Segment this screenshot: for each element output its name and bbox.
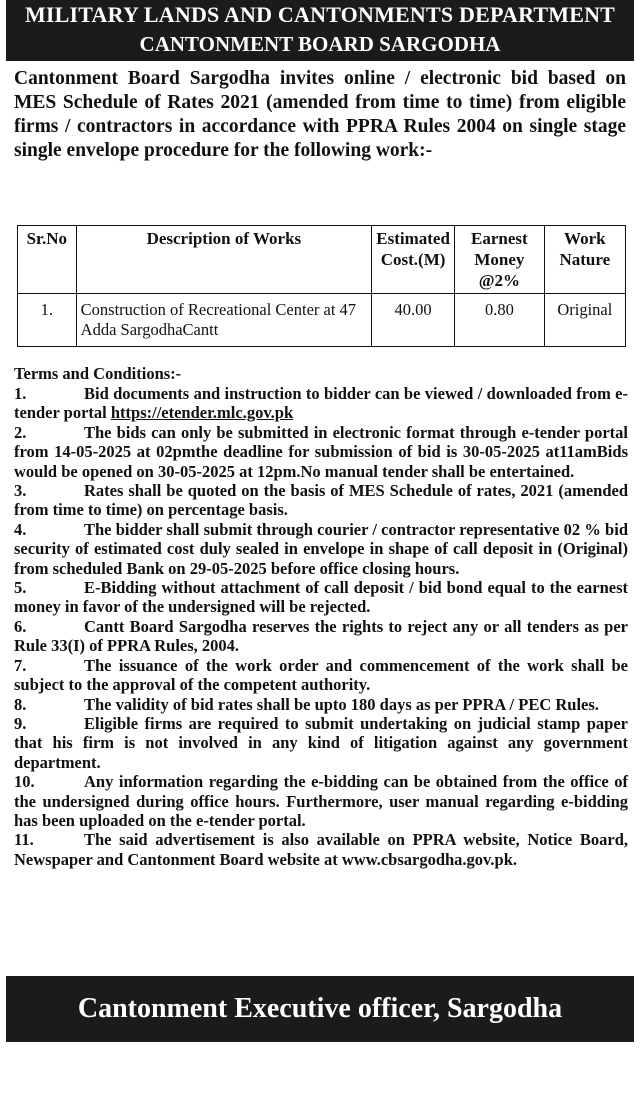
table-header-row <box>18 226 626 294</box>
list-item <box>14 772 628 830</box>
list-item <box>14 384 628 423</box>
term-number: 4. <box>14 519 27 539</box>
term-text: Bid documents and instruction to bidder can be viewed / downloaded from e-tender portal <box>14 384 628 423</box>
term-number: 5. <box>14 578 27 598</box>
term-text: Eligible firms are required to submit undertaking on judicial stamp paper that his firm is not involved in any kind of litigation against any government department. <box>14 713 628 772</box>
header-work-nature: Work Nature <box>544 226 625 294</box>
list-item <box>14 481 628 520</box>
term-text: Cantt Board Sargodha reserves the rights to reject any or all tenders as per Rule 33(I) of PPRA Rules, 2004. <box>14 616 628 656</box>
works-table <box>17 225 626 347</box>
term-text: The issuance of the work order and commencement of the work shall be subject to the approval of the competent authority. <box>14 655 628 695</box>
term-number: 6. <box>14 616 27 636</box>
header-sr: Sr.No <box>18 226 77 294</box>
intro-paragraph: Cantonment Board Sargodha invites online / electronic bid based on MES Schedule of Rates 2021 (amended from time to time) from eligible firms / contractors in accordance with PPRA Rules 2004 on single stage single envelope procedure for the following work:- <box>14 68 626 161</box>
table-row <box>18 294 626 347</box>
term-text: The said advertisement is also available on PPRA website, Notice Board, Newspaper and Cantonment Board website at www.cbsargodha.gov.pk. <box>14 830 628 869</box>
list-item <box>14 520 628 578</box>
list-item <box>14 695 628 714</box>
board-title: CANTONMENT BOARD SARGODHA <box>139 32 501 56</box>
header-banner <box>6 0 634 61</box>
term-text: E-Bidding without attachment of call deposit / bid bond equal to the earnest money in favor of the undersigned will be rejected. <box>14 578 628 617</box>
term-text: Any information regarding the e-bidding can be obtained from the office of the undersigned during office hours. Furthermore, user manual regarding e-bidding has been uploaded on the e-tender portal. <box>14 772 628 830</box>
term-text: The validity of bid rates shall be upto 180 days as per PPRA / PEC Rules. <box>84 694 599 714</box>
terms-heading: Terms and Conditions:- <box>14 364 182 383</box>
list-item <box>14 714 628 772</box>
footer-banner: Cantonment Executive officer, Sargodha Cantonment <box>6 976 634 1042</box>
terms-list <box>14 384 628 869</box>
cell-description: Construction of Recreational Center at 47 Adda SargodhaCantt <box>76 294 371 347</box>
term-number: 1. <box>14 384 27 403</box>
list-item <box>14 578 628 617</box>
list-item <box>14 830 628 869</box>
term-number: 9. <box>14 713 27 733</box>
term-number: 2. <box>14 422 27 442</box>
list-item <box>14 656 628 695</box>
term-number: 7. <box>14 655 27 675</box>
cell-earnest-money: 0.80 <box>455 294 545 347</box>
header-description: Description of Works <box>76 226 371 294</box>
term-text: Rates shall be quoted on the basis of MES Schedule of rates, 2021 (amended from time to time) on percentage basis. <box>14 481 628 520</box>
etender-link[interactable]: https://etender.mlc.gov.pk <box>110 403 294 423</box>
header-estimated-cost: Estimated Cost.(M) <box>372 226 455 294</box>
term-text: The bidder shall submit through courier / contractor representative 02 % bid security of estimated cost duly sealed in envelope in shape of call deposit in (Original) from scheduled Bank on 29-05-2025 before office closing hours. <box>14 519 628 578</box>
term-number: 8. <box>14 694 27 714</box>
term-number: 3. <box>14 481 27 501</box>
cell-estimated-cost: 40.00 <box>372 294 455 347</box>
cell-sr: 1. <box>18 294 77 347</box>
list-item <box>14 617 628 656</box>
list-item <box>14 423 628 481</box>
term-number: 11. <box>14 830 34 850</box>
department-title: MILITARY LANDS AND CANTONMENTS DEPARTMENT <box>24 2 616 27</box>
term-text: The bids can only be submitted in electronic format through e-tender portal from 14-05-2025 at 02pmthe deadline for submission of bid is 30-05-2025 at11amBids would be opened on 30-05-2025 at 12pm.No manual tender shall be entertained. <box>14 422 628 481</box>
cell-work-nature: Original <box>544 294 625 347</box>
term-number: 10. <box>14 772 35 792</box>
header-earnest-money: Earnest Money @2% <box>455 226 545 294</box>
